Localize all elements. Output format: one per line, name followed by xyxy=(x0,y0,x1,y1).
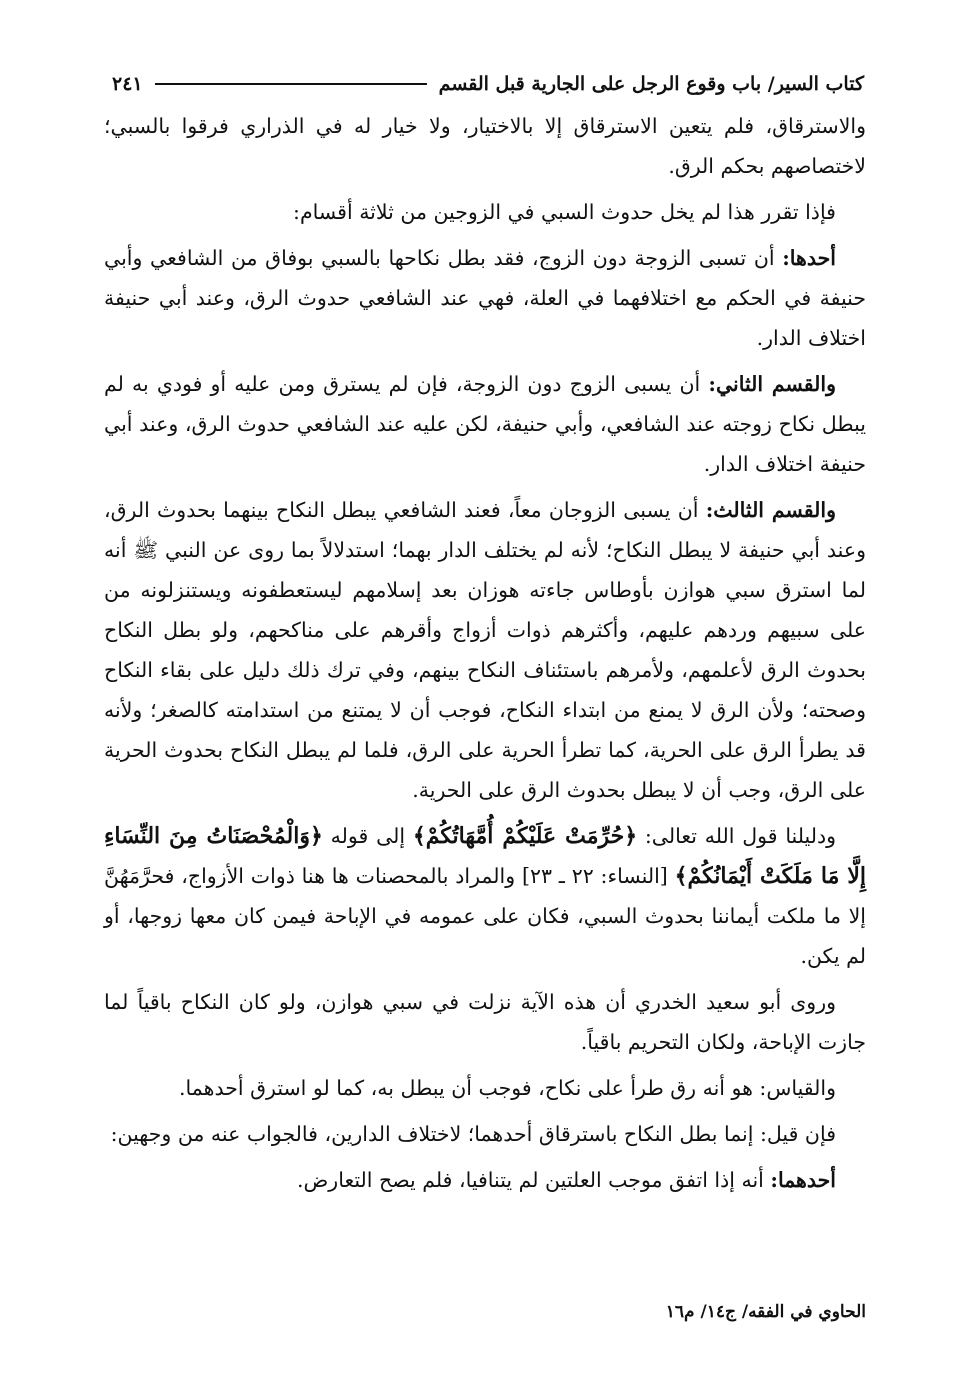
paragraph-2: فإذا تقرر هذا لم يخل حدوث السبي في الزوجين من ثلاثة أقسام: xyxy=(293,200,836,224)
paragraph-4-lead: والقسم الثاني: xyxy=(708,372,836,396)
quran-quote-1: ﴿حُرِّمَتْ عَلَيْكُمْ أُمَّهَاتُكُمْ﴾ xyxy=(412,823,638,849)
chapter-title: كتاب السير/ باب وقوع الرجل على الجارية قبل القسم xyxy=(438,73,864,95)
running-header xyxy=(112,66,864,102)
paragraph-7: وروى أبو سعيد الخدري أن هذه الآية نزلت في سبي هوازن، ولو كان النكاح باقياً لما جازت الإباحة، ولكان التحريم باقياً. xyxy=(104,990,866,1054)
paragraph-9: فإن قيل: إنما بطل النكاح باسترقاق أحدهما؛ لاختلاف الدارين، فالجواب عنه من وجهين: xyxy=(110,1122,836,1146)
paragraph-3-text: أن تسبى الزوجة دون الزوج، فقد بطل نكاحها بالسبي بوفاق من الشافعي وأبي حنيفة في الحكم مع اختلافهما في العلة، فهي عند الشافعي حدوث الرق، وعند أبي حنيفة اختلاف الدار. xyxy=(104,246,866,350)
paragraph-4 xyxy=(104,364,866,484)
paragraph-10-lead: أحدهما: xyxy=(770,1168,836,1192)
page-number: ٢٤١ xyxy=(112,73,143,95)
header-rule xyxy=(155,83,427,85)
paragraph-5-lead: والقسم الثالث: xyxy=(705,498,836,522)
paragraph-10 xyxy=(104,1160,866,1200)
paragraph-6-rest: [النساء: ٢٢ ـ ٢٣] والمراد بالمحصنات ها هنا ذوات الأزواج، فحرَّمَهُنَّ إلا ما ملكت أيماننا بحدوث السبي، فكان على عمومه في الإباحة فيمن كان معها زوجها، أو لم يكن. xyxy=(104,864,866,968)
paragraph-4-text: أن يسبى الزوج دون الزوجة، فإن لم يسترق ومن عليه أو فودي به لم يبطل نكاح زوجته عند الشافعي، وأبي حنيفة، لكن عليه عند الشافعي حدوث الرق، وعند أبي حنيفة اختلاف الدار. xyxy=(104,372,866,476)
paragraph-3 xyxy=(104,238,866,358)
quran-quote-2: ﴿وَالْمُحْصَنَاتُ مِنَ النِّسَاءِ إِلَّا مَا مَلَكَتْ أَيْمَانُكُمْ﴾ xyxy=(104,823,866,889)
paragraph-6 xyxy=(104,816,866,976)
paragraph-8: والقياس: هو أنه رق طرأ على نكاح، فوجب أن يبطل به، كما لو استرق أحدهما. xyxy=(179,1076,836,1100)
text-body xyxy=(104,106,866,1206)
paragraph-3-lead: أحدها: xyxy=(782,246,836,270)
page-footer: الحاوي في الفقه/ ج١٤/ م١٦ xyxy=(665,1302,866,1322)
paragraph-1: والاسترقاق، فلم يتعين الاسترقاق إلا بالاختيار، ولا خيار له في الذراري فرقوا بالسبي؛ لاختصاصهم بحكم الرق. xyxy=(104,114,866,178)
paragraph-5 xyxy=(104,490,866,810)
paragraph-10-text: أنه إذا اتفق موجب العلتين لم يتنافيا، فلم يصح التعارض. xyxy=(297,1168,771,1192)
paragraph-6-mid: إلى قوله xyxy=(322,824,413,848)
paragraph-5-text: أن يسبى الزوجان معاً، فعند الشافعي يبطل النكاح بينهما بحدوث الرق، وعند أبي حنيفة لا يبطل النكاح؛ لأنه لم يختلف الدار بهما؛ استدلالاً بما روى عن النبي ﷺ أنه لما استرق سبي هوازن بأوطاس جاءته هوزان بعد إسلامهم ليستعطفونه ويستنزلونه من على سبيهم وردهم عليهم، وأكثرهم ذوات أزواج وأقرهم على مناكحهم، ولو بطل النكاح بحدوث الرق لأعلمهم، ولأمرهم باستئناف النكاح بينهم، وفي ترك ذلك دليل على بقاء النكاح وصحته؛ ولأن الرق لا يمنع من ابتداء النكاح، فوجب أن لا يمتنع من استدامته كالصغر؛ ولأنه قد يطرأ الرق على الحرية، كما تطرأ الحرية على الرق، فلما لم يبطل النكاح بحدوث الحرية على الرق، وجب أن لا يبطل بحدوث الرق على الحرية. xyxy=(104,498,866,802)
paragraph-6-intro: ودليلنا قول الله تعالى: xyxy=(637,824,836,848)
